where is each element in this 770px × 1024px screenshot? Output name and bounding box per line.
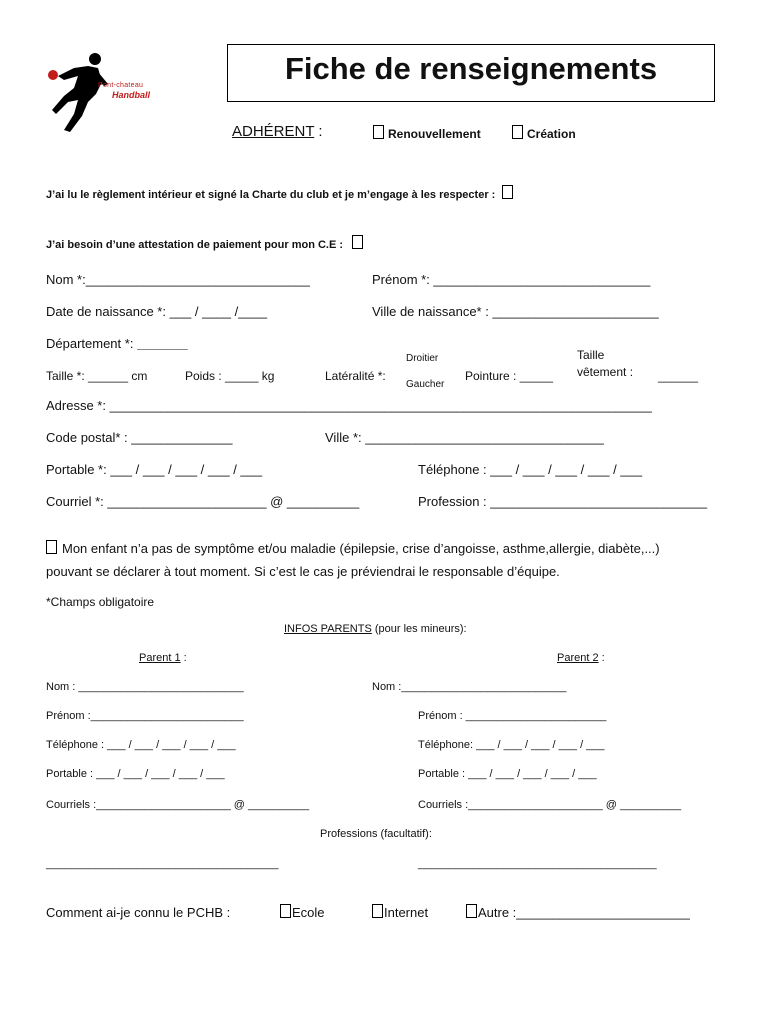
taille-vetement-label-line2: vêtement :	[577, 365, 634, 379]
parent2-prenom-field[interactable]: Prénom : _______________________	[418, 710, 607, 722]
gaucher-option[interactable]: Gaucher	[406, 379, 445, 390]
date-naissance-field[interactable]: Date de naissance *: ___ / ____ /____	[46, 304, 268, 319]
ecole-checkbox[interactable]	[280, 904, 291, 918]
internet-checkbox[interactable]	[372, 904, 383, 918]
reglement-text: J’ai lu le règlement intérieur et signé la Charte du club et je m’engage à les respecter :	[46, 189, 496, 201]
nom-field[interactable]: Nom *:_______________________________	[46, 272, 310, 287]
ecole-label: Ecole	[292, 905, 325, 920]
club-handball-logo-text: Handball	[112, 90, 151, 100]
parent1-telephone-field[interactable]: Téléphone : ___ / ___ / ___ / ___ / ___	[46, 739, 236, 751]
courriel-field[interactable]: Courriel *: ______________________ @ __________	[46, 494, 360, 509]
title-box	[227, 44, 715, 102]
parent2-courriels-field[interactable]: Courriels :______________________ @ __________	[418, 799, 682, 811]
lateralite-label: Latéralité *:	[325, 369, 386, 383]
sante-checkbox[interactable]	[46, 540, 57, 554]
creation-checkbox[interactable]	[512, 125, 523, 139]
adresse-field[interactable]: Adresse *: ___________________________________________________________________________	[46, 398, 652, 413]
parent2-nom-field[interactable]: Nom :___________________________	[372, 681, 567, 693]
renouvellement-option[interactable]	[373, 125, 481, 141]
pointure-field[interactable]: Pointure : _____	[465, 369, 554, 383]
internet-option[interactable]	[372, 904, 428, 920]
departement-blank: _______	[137, 336, 188, 351]
creation-label: Création	[527, 127, 576, 141]
champs-obligatoire-note: *Champs obligatoire	[46, 595, 155, 609]
parent2-label: Parent 2	[557, 652, 599, 664]
departement-field[interactable]	[46, 336, 188, 351]
parent2-profession-field[interactable]: _______________________________________	[418, 858, 657, 870]
telephone-field[interactable]: Téléphone : ___ / ___ / ___ / ___ / ___	[418, 462, 643, 477]
code-postal-field[interactable]: Code postal* : ______________	[46, 430, 233, 445]
autre-label: Autre :________________________	[478, 905, 690, 920]
parent1-label: Parent 1	[139, 652, 181, 664]
renouvellement-checkbox[interactable]	[373, 125, 384, 139]
internet-label: Internet	[384, 905, 429, 920]
infos-parents-title: INFOS PARENTS	[284, 623, 372, 635]
parent1-header	[139, 652, 187, 664]
ville-field[interactable]: Ville *: _________________________________	[325, 430, 604, 445]
parent1-nom-field[interactable]: Nom : ___________________________	[46, 681, 244, 693]
page-title: Fiche de renseignements	[284, 51, 658, 86]
profession-field[interactable]: Profession : ______________________________	[418, 494, 708, 509]
parent2-colon: :	[601, 652, 605, 664]
autre-option[interactable]	[466, 904, 690, 920]
taille-vetement-blank[interactable]: ______	[658, 369, 699, 383]
departement-label: Département *:	[46, 336, 134, 351]
droitier-option[interactable]: Droitier	[406, 353, 439, 364]
parent1-portable-field[interactable]: Portable : ___ / ___ / ___ / ___ / ___	[46, 768, 225, 780]
sante-row	[46, 540, 660, 556]
portable-field[interactable]: Portable *: ___ / ___ / ___ / ___ / ___	[46, 462, 263, 477]
parent2-portable-field[interactable]: Portable : ___ / ___ / ___ / ___ / ___	[418, 768, 597, 780]
attestation-checkbox[interactable]	[352, 235, 363, 249]
autre-checkbox[interactable]	[466, 904, 477, 918]
parent1-colon: :	[183, 652, 187, 664]
poids-field[interactable]: Poids : _____ kg	[185, 369, 275, 383]
parent1-prenom-field[interactable]: Prénom :_________________________	[46, 710, 244, 722]
attestation-text: J’ai besoin d’une attestation de paiement pour mon C.E :	[46, 239, 344, 251]
parent1-courriels-field[interactable]: Courriels :______________________ @ __________	[46, 799, 310, 811]
sante-line2: pouvant se déclarer à tout moment. Si c’est le cas je préviendrai le responsable d’équipe.	[46, 564, 560, 579]
parent2-telephone-field[interactable]: Téléphone: ___ / ___ / ___ / ___ / ___	[418, 739, 605, 751]
prenom-field[interactable]: Prénom *: ______________________________	[372, 272, 651, 287]
parent1-profession-field[interactable]: ______________________________________	[46, 858, 279, 870]
attestation-row	[46, 235, 367, 251]
renouvellement-label: Renouvellement	[388, 127, 481, 141]
infos-parents-suffix: (pour les mineurs):	[374, 623, 467, 635]
adherent-label: ADHÉRENT	[232, 123, 315, 140]
creation-option[interactable]	[512, 125, 576, 141]
parent2-header	[557, 652, 605, 664]
connu-label: Comment ai-je connu le PCHB :	[46, 905, 231, 920]
adherent-colon: :	[318, 123, 323, 140]
sante-line1: Mon enfant n’a pas de symptôme et/ou maladie (épilepsie, crise d’angoisse, asthme,allergie, diabète,...)	[62, 541, 660, 556]
reglement-row	[46, 185, 517, 201]
ville-naissance-field[interactable]: Ville de naissance* : _______________________	[372, 304, 659, 319]
professions-label: Professions (facultatif):	[320, 828, 432, 840]
infos-parents-header	[284, 623, 467, 635]
reglement-checkbox[interactable]	[502, 185, 513, 199]
ecole-option[interactable]	[280, 904, 325, 920]
club-name-logo-text: Pont-chateau	[98, 82, 144, 89]
taille-vetement-label-line1: Taille	[577, 348, 605, 362]
adherent-row	[232, 123, 323, 140]
taille-field[interactable]: Taille *: ______ cm	[46, 369, 148, 383]
